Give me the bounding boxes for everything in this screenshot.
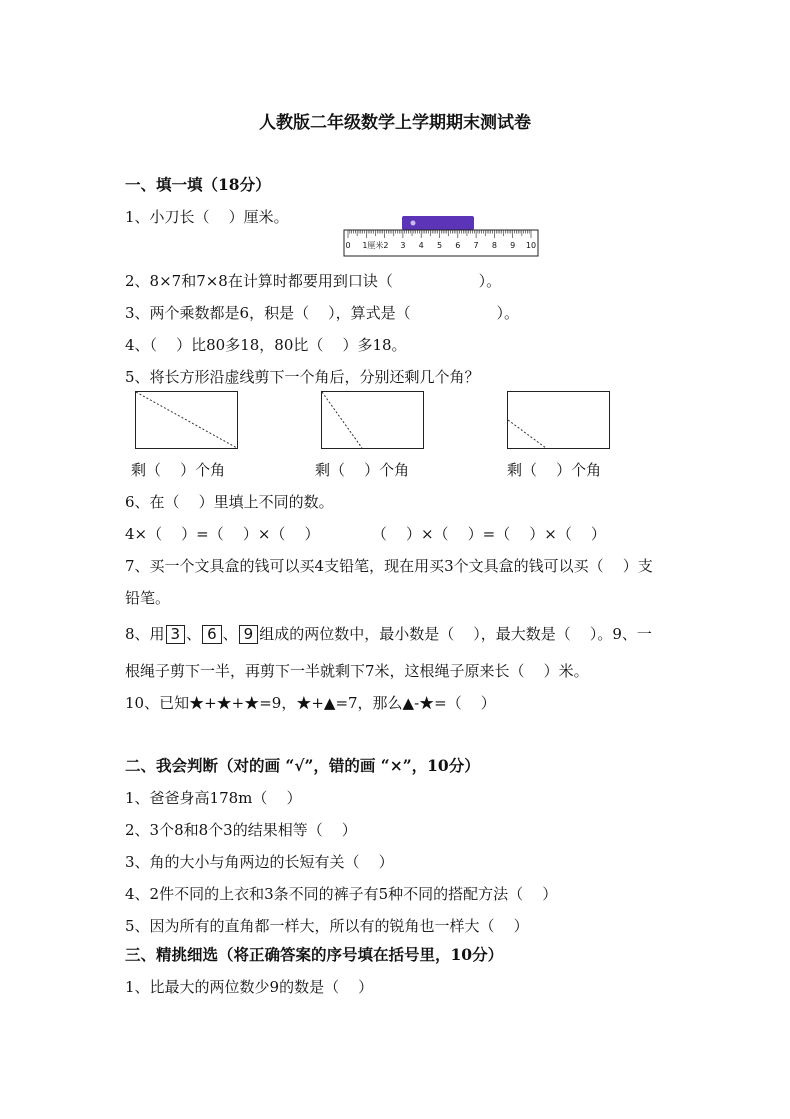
question-8-suffix: 组成的两位数中，最小数是（ ），最大数是（ ）。9、一 xyxy=(259,625,652,643)
page-title: 人教版二年级数学上学期期末测试卷 xyxy=(259,113,531,133)
judge-item-1: 1、爸爸身高178m（ ） xyxy=(125,789,302,807)
digit-card-9: 9 xyxy=(239,625,259,644)
question-1: 1、小刀长（ ）厘米。 xyxy=(125,208,289,226)
ruler-label: 8 xyxy=(491,241,497,250)
dashed-cut-line xyxy=(136,392,237,448)
ruler-label: 1厘米2 xyxy=(362,241,389,250)
question-8-sep-1: 、 xyxy=(186,625,202,643)
ruler-label: 3 xyxy=(400,241,406,250)
choice-item-1: 1、比最大的两位数少9的数是（ ） xyxy=(125,978,374,996)
question-8-prefix: 8、用 xyxy=(125,625,165,643)
ruler-label: 7 xyxy=(473,241,479,250)
question-5: 5、将长方形沿虚线剪下一个角后，分别还剩几个角？ xyxy=(125,368,480,386)
judge-item-5: 5、因为所有的直角都一样大，所以有的锐角也一样大（ ） xyxy=(125,917,529,935)
ruler-label: 0 xyxy=(345,241,351,250)
ruler-label: 10 xyxy=(525,241,537,250)
question-6: 6、在（ ）里填上不同的数。 xyxy=(125,493,334,511)
remaining-angles-3: 剩（ ）个角 xyxy=(507,461,602,479)
question-10: 10、已知★+★+★=9，★+▲=7，那么▲-★=（ ） xyxy=(125,694,496,712)
rectangle-3 xyxy=(507,391,610,449)
digit-card-6: 6 xyxy=(202,625,222,644)
knife-rivet xyxy=(411,221,416,226)
section-2-heading: 二、我会判断（对的画 “√”，错的画 “×”，10分） xyxy=(125,756,480,775)
dashed-cut-line xyxy=(322,392,362,448)
section-1-heading: 一、填一填（18分） xyxy=(125,175,271,194)
question-7-line-1: 7、买一个文具盒的钱可以买4支铅笔，现在用买3个文具盒的钱可以买（ ）支 xyxy=(125,557,653,575)
judge-item-2: 2、3个8和8个3的结果相等（ ） xyxy=(125,821,357,839)
question-2: 2、8×7和7×8在计算时都要用到口诀（ ）。 xyxy=(125,272,502,290)
ruler-label: 9 xyxy=(510,241,516,250)
ruler-label: 5 xyxy=(436,241,443,250)
dashed-cut-line xyxy=(508,420,546,448)
section-3-heading: 三、精挑细选（将正确答案的序号填在括号里，10分） xyxy=(125,945,504,964)
question-8-sep-2: 、 xyxy=(222,625,238,643)
ruler-svg xyxy=(342,212,542,260)
question-4: 4、（ ）比80多18，80比（ ）多18。 xyxy=(125,336,407,354)
remaining-angles-1: 剩（ ）个角 xyxy=(131,461,226,479)
question-7-line-2: 铅笔。 xyxy=(125,589,171,607)
remaining-angles-2: 剩（ ）个角 xyxy=(315,461,410,479)
rectangle-1 xyxy=(135,391,238,449)
rectangle-2 xyxy=(321,391,424,449)
judge-item-4: 4、2件不同的上衣和3条不同的裤子有5种不同的搭配方法（ ） xyxy=(125,885,558,903)
question-8 xyxy=(125,625,652,644)
ruler-figure xyxy=(342,212,542,260)
ruler-label: 6 xyxy=(455,241,461,250)
judge-item-3: 3、角的大小与角两边的长短有关（ ） xyxy=(125,853,394,871)
question-9-line-2: 根绳子剪下一半，再剪下一半就剩下7米，这根绳子原来长（ ）米。 xyxy=(125,662,589,680)
ruler-label: 4 xyxy=(418,241,424,250)
digit-card-3: 3 xyxy=(166,625,186,644)
question-3: 3、两个乘数都是6，积是（ ），算式是（ ）。 xyxy=(125,304,519,322)
question-6-equations: 4×（ ）=（ ）×（ ） （ ）×（ ）=（ ）×（ ） xyxy=(125,525,606,543)
